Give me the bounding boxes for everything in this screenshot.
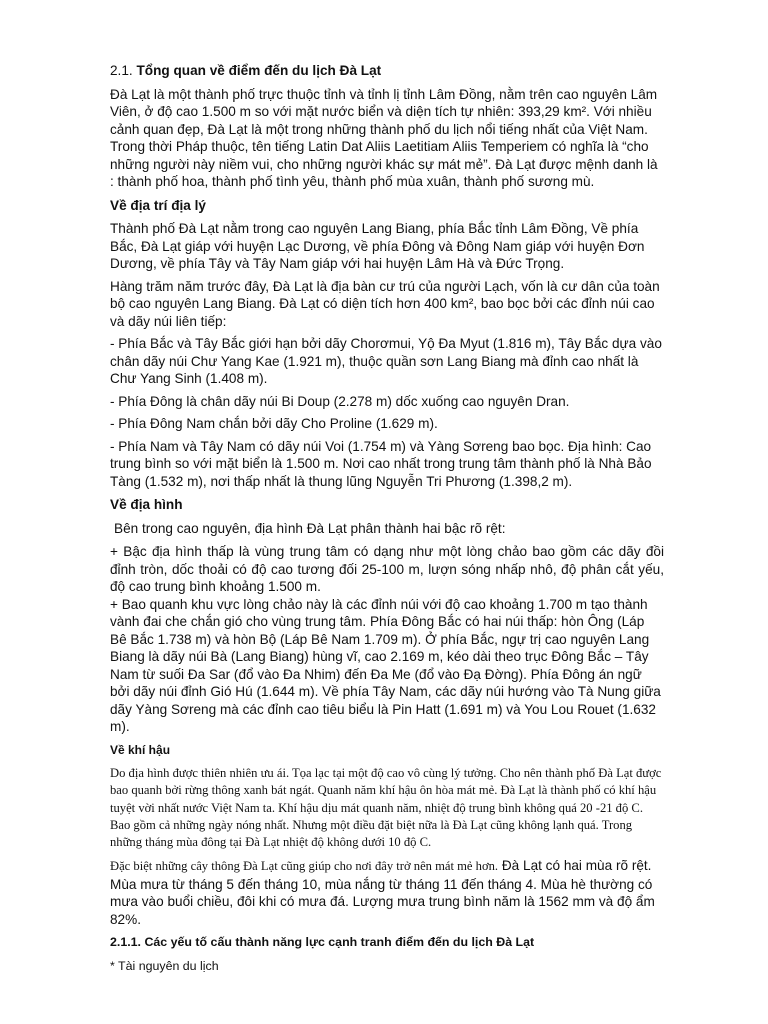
document-page xyxy=(110,62,664,981)
climate-paragraph-1: Do địa hình được thiên nhiên ưu ái. Tọa lạc tại một độ cao vô cùng lý tưởng. Cho nên thành phố Đà Lạt được bao quanh bởi rừng thông xanh bát ngát. Quanh năm khí hậu ôn hòa mát mẻ. Đà Lạt là thành phố có khí hậu tuyệt vời nhất nước Việt Nam ta. Khí hậu dịu mát quanh năm, nhiệt độ trung bình không quá 20 -21 độ C. Bao gồm cả những ngày nóng nhất. Nhưng một điều đặt biệt nữa là Đà Lạt cũng không lạnh quá. Trong những tháng mùa đông tại Đà Lạt nhiệt độ không dưới 10 độ C. xyxy=(110,766,662,850)
climate-paragraph-2 xyxy=(110,857,664,928)
location-bullet-south: - Phía Nam và Tây Nam có dãy núi Voi (1.754 m) và Yàng Sơreng bao bọc. Địa hình: Cao trung bình so với mặt biển là 1.500 m. Nơi cao nhất trong trung tâm thành phố là Nhà Bảo Tàng (1.532 m), nơi thấp nhất là thung lũng Nguyễn Tri Phương (1.398,2 m). xyxy=(110,438,652,489)
climate-paragraph-2-sans: Đà Lạt có hai mùa rõ rệt. Mùa mưa từ tháng 5 đến tháng 10, mùa nắng từ tháng 11 đến tháng 4. Mùa hè thường có mưa vào buổi chiều, đôi khi có mưa đá. Lượng mưa trung bình năm là 1562 mm và độ ẩm 82%. xyxy=(110,858,655,927)
intro-paragraph: Đà Lạt là một thành phố trực thuộc tỉnh và tỉnh lị tỉnh Lâm Đồng, nằm trên cao nguyên Lâm Viên, ở độ cao 1.500 m so với mặt nước biển và diện tích tự nhiên: 393,29 km². Với nhiều cảnh quan đẹp, Đà Lạt là một trong những thành phố du lịch nổi tiếng nhất của Việt Nam. Trong thời Pháp thuộc, tên tiếng Latin Dat Aliis Laetitiam Aliis Temperiem có nghĩa là “cho những người này niềm vui, cho những người khác sự mát mẻ”. Đà Lạt được mệnh danh là : thành phố hoa, thành phố tình yêu, thành phố mùa xuân, thành phố sương mù. xyxy=(110,86,658,189)
terrain-low-level: + Bậc địa hình thấp là vùng trung tâm có dạng như một lòng chảo bao gồm các dãy đồi đỉnh tròn, dốc thoải có độ cao tương đối 25-100 m, lượn sóng nhấp nhô, độ phân cắt yếu, độ cao trung bình khoảng 1.500 m. xyxy=(110,544,664,594)
terrain-intro: Bên trong cao nguyên, địa hình Đà Lạt phân thành hai bậc rõ rệt: xyxy=(114,520,506,536)
location-bullet-north: - Phía Bắc và Tây Bắc giới hạn bởi dãy Chorơmui, Yộ Đa Myut (1.816 m), Tây Bắc dựa vào chân dãy núi Chư Yang Kae (1.921 m), thuộc quần sơn Lang Biang mà đỉnh cao nhất là Chư Yang Sinh (1.408 m). xyxy=(110,336,662,386)
climate-heading: Về khí hậu xyxy=(110,742,171,757)
subsection-heading: 2.1.1. Các yếu tố cấu thành năng lực cạnh tranh điểm đến du lịch Đà Lạt xyxy=(110,935,535,950)
section-heading xyxy=(110,62,664,80)
location-heading: Về địa trí địa lý xyxy=(110,197,206,213)
terrain-heading: Về địa hình xyxy=(110,497,183,512)
section-title: Tổng quan về điểm đến du lịch Đà Lạt xyxy=(136,63,382,78)
location-bullet-southeast: - Phía Đông Nam chắn bởi dãy Cho Proline (1.629 m). xyxy=(110,416,438,431)
subsection-item: * Tài nguyên du lịch xyxy=(110,958,219,973)
location-paragraph-1: Thành phố Đà Lạt nằm trong cao nguyên Lang Biang, phía Bắc tỉnh Lâm Đồng, Về phía Bắc, Đà Lạt giáp với huyện Lạc Dương, về phía Đông và Đông Nam giáp với huyện Đơn Dương, về phía Tây và Tây Nam giáp với hai huyện Lâm Hà và Đức Trọng. xyxy=(110,221,645,271)
section-number: 2.1. xyxy=(110,63,133,78)
location-paragraph-2: Hàng trăm năm trước đây, Đà Lạt là địa bàn cư trú của người Lạch, vốn là cư dân của toàn bộ cao nguyên Lang Biang. Đà Lạt có diện tích hơn 400 km², bao bọc bởi các đỉnh núi cao và dãy núi liên tiếp: xyxy=(110,278,660,329)
climate-paragraph-2-serif: Đặc biệt những cây thông Đà Lạt cũng giúp cho nơi đây trở nên mát mẻ hơn. xyxy=(110,859,499,874)
terrain-high-level: + Bao quanh khu vực lòng chảo này là các đỉnh núi với độ cao khoảng 1.700 m tạo thành vành đai che chắn gió cho vùng trung tâm. Phía Đông Bắc có hai núi thấp: hòn Ông (Láp Bê Bắc 1.738 m) và hòn Bộ (Láp Bê Nam 1.709 m). Ở phía Bắc, ngự trị cao nguyên Lang Biang là dãy núi Bà (Lang Biang) hùng vĩ, cao 2.169 m, kéo dài theo trục Đông Bắc – Tây Nam từ suối Đa Sar (đổ vào Đa Nhim) đến Đa Me (đổ vào Đạ Đờng). Phía Đông án ngữ bởi dãy núi đỉnh Gió Hú (1.644 m). Về phía Tây Nam, các dãy núi hướng vào Tà Nung giữa dãy Yàng Sơreng mà các đỉnh cao tiêu biểu là Pin Hatt (1.691 m) và You Lou Rouet (1.632 m). xyxy=(110,596,661,734)
location-bullet-east: - Phía Đông là chân dãy núi Bi Doup (2.278 m) dốc xuống cao nguyên Dran. xyxy=(110,393,570,409)
